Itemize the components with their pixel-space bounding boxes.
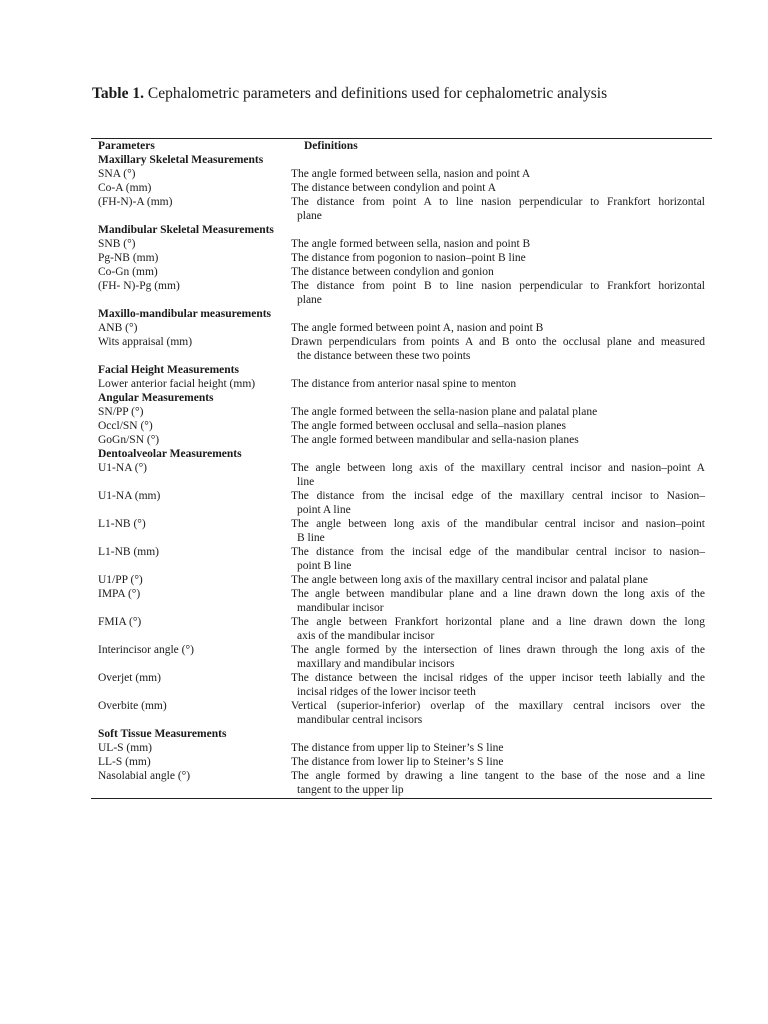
table-row [91,181,712,195]
definition-cell [291,517,712,545]
caption-text: Cephalometric parameters and definitions used for cephalometric analysis [147,85,608,102]
definition-line: The distance from the incisal edge of the maxillary central incisor to Nasion– [291,490,705,502]
definition-line: The angle formed between point A, nasion and point B [291,322,544,334]
parameter-cell: L1-NB (°) [98,518,146,530]
definition-line: Vertical (superior-inferior) overlap of the maxillary central incisors over the [291,700,705,712]
section-title: Mandibular Skeletal Measurements [98,224,274,236]
table-row [91,587,712,615]
definition-cell [291,741,712,755]
section-title: Maxillary Skeletal Measurements [98,154,264,166]
definition-cell [291,279,712,307]
definition-line: The angle formed between the sella-nasion plane and palatal plane [291,406,598,418]
definition-line: The angle formed between mandibular and sella-nasion planes [291,434,579,446]
parameter-cell: UL-S (mm) [98,742,152,754]
table-row [91,237,712,251]
table-row [91,769,712,797]
table-row [91,405,712,419]
definition-cell [291,433,712,447]
table-row [91,615,712,643]
parameter-cell: GoGn/SN (°) [98,434,160,446]
definition-line: Drawn perpendiculars from points A and B onto the occlusal plane and measured [291,336,705,348]
parameter-cell: IMPA (°) [98,588,141,600]
table-row [91,265,712,279]
table-row [91,517,712,545]
definition-line: The distance from lower lip to Steiner’s S line [291,756,504,768]
parameter-cell: Interincisor angle (°) [98,644,194,656]
definition-line: line [297,476,315,488]
definition-line: tangent to the upper lip [297,784,404,796]
table-row [91,741,712,755]
parameter-cell: Overjet (mm) [98,672,161,684]
definition-cell [291,251,712,265]
definition-cell [291,181,712,195]
table-row [91,195,712,223]
definition-line: The angle formed by drawing a line tangent to the base of the nose and a line [291,770,705,782]
parameter-cell: LL-S (mm) [98,756,151,768]
table-row [91,643,712,671]
table-row [91,573,712,587]
definition-cell [291,419,712,433]
section-title: Angular Measurements [98,392,214,404]
parameter-cell: U1-NA (mm) [98,490,161,502]
parameter-cell: FMIA (°) [98,616,142,628]
definition-cell [291,195,712,223]
parameter-cell: Lower anterior facial height (mm) [98,378,256,390]
definition-line: point A line [297,504,351,516]
definition-line: The distance between condylion and point A [291,182,497,194]
table-row [91,545,712,573]
definition-cell [291,699,712,727]
table-header [91,139,712,153]
definition-line: The distance from anterior nasal spine to menton [291,378,517,390]
parameter-cell: U1/PP (°) [98,574,143,586]
definition-cell [291,755,712,769]
parameter-cell: SNB (°) [98,238,136,250]
table-row [91,433,712,447]
parameter-cell: L1-NB (mm) [98,546,160,558]
parameter-cell: U1-NA (°) [98,462,147,474]
parameter-cell: Overbite (mm) [98,700,167,712]
caption-label: Table 1. [92,85,144,102]
parameter-cell: ANB (°) [98,322,138,334]
table-caption [92,85,607,103]
table-row [91,755,712,769]
definition-cell [291,615,712,643]
definition-line: the distance between these two points [297,350,471,362]
table-row [91,377,712,391]
parameter-cell: SN/PP (°) [98,406,144,418]
definition-line: The angle formed between sella, nasion and point A [291,168,531,180]
header-definitions: Definitions [304,140,358,152]
parameter-cell: Wits appraisal (mm) [98,336,193,348]
definition-cell [291,769,712,797]
definition-cell [291,489,712,517]
definition-line: plane [297,294,322,306]
section-title: Dentoalveolar Measurements [98,448,242,460]
definition-line: mandibular incisor [297,602,384,614]
table-row [91,671,712,699]
definition-line: incisal ridges of the lower incisor teeth [297,686,476,698]
definition-cell [291,335,712,363]
parameter-cell: Co-Gn (mm) [98,266,158,278]
definition-line: The distance from the incisal edge of the mandibular central incisor to nasion– [291,546,705,558]
definition-line: The angle formed between occlusal and sella–nasion planes [291,420,566,432]
definition-line: axis of the mandibular incisor [297,630,435,642]
parameter-cell: Nasolabial angle (°) [98,770,191,782]
table-body [91,153,712,797]
table-row [91,335,712,363]
definition-line: The angle between long axis of the maxillary central incisor and palatal plane [291,574,648,586]
parameter-cell: (FH- N)-Pg (mm) [98,280,180,292]
section-title: Maxillo-mandibular measurements [98,308,272,320]
definition-cell [291,237,712,251]
definition-line: point B line [297,560,352,572]
section-title: Soft Tissue Measurements [98,728,227,740]
definition-line: The distance between the incisal ridges of the upper incisor teeth labially and the [291,672,705,684]
section-title: Facial Height Measurements [98,364,239,376]
definition-cell [291,377,712,391]
definition-cell [291,587,712,615]
parameter-cell: Occl/SN (°) [98,420,153,432]
cephalometric-table [91,138,712,799]
definition-cell [291,321,712,335]
definition-line: The angle between long axis of the mandibular central incisor and nasion–point [291,518,705,530]
definition-line: The angle formed between sella, nasion and point B [291,238,531,250]
table-row [91,461,712,489]
definition-line: The distance from point B to line nasion perpendicular to Frankfort horizontal [291,280,705,292]
definition-line: plane [297,210,322,222]
definition-cell [291,671,712,699]
parameter-cell: Pg-NB (mm) [98,252,159,264]
definition-line: The angle between long axis of the maxillary central incisor and nasion–point A [291,462,705,474]
table-row [91,699,712,727]
definition-cell [291,573,712,587]
definition-line: The distance from pogonion to nasion–point B line [291,252,526,264]
definition-line: The angle between Frankfort horizontal plane and a line drawn down the long [291,616,705,628]
table-row [91,419,712,433]
definition-cell [291,461,712,489]
definition-line: The angle formed by the intersection of lines drawn through the long axis of the [291,644,705,656]
header-parameters: Parameters [98,140,155,152]
definition-cell [291,643,712,671]
table-row [91,279,712,307]
definition-line: maxillary and mandibular incisors [297,658,455,670]
definition-line: mandibular central incisors [297,714,423,726]
definition-cell [291,405,712,419]
table-row [91,321,712,335]
table-row [91,489,712,517]
parameter-cell: Co-A (mm) [98,182,152,194]
parameter-cell: SNA (°) [98,168,136,180]
table-row [91,251,712,265]
table-row [91,167,712,181]
definition-cell [291,265,712,279]
definition-line: The distance from upper lip to Steiner’s S line [291,742,504,754]
definition-line: The distance between condylion and gonion [291,266,494,278]
definition-line: B line [297,532,325,544]
definition-line: The angle between mandibular plane and a line drawn down the long axis of the [291,588,705,600]
definition-cell [291,545,712,573]
definition-cell [291,167,712,181]
parameter-cell: (FH-N)-A (mm) [98,196,173,208]
definition-line: The distance from point A to line nasion perpendicular to Frankfort horizontal [291,196,705,208]
